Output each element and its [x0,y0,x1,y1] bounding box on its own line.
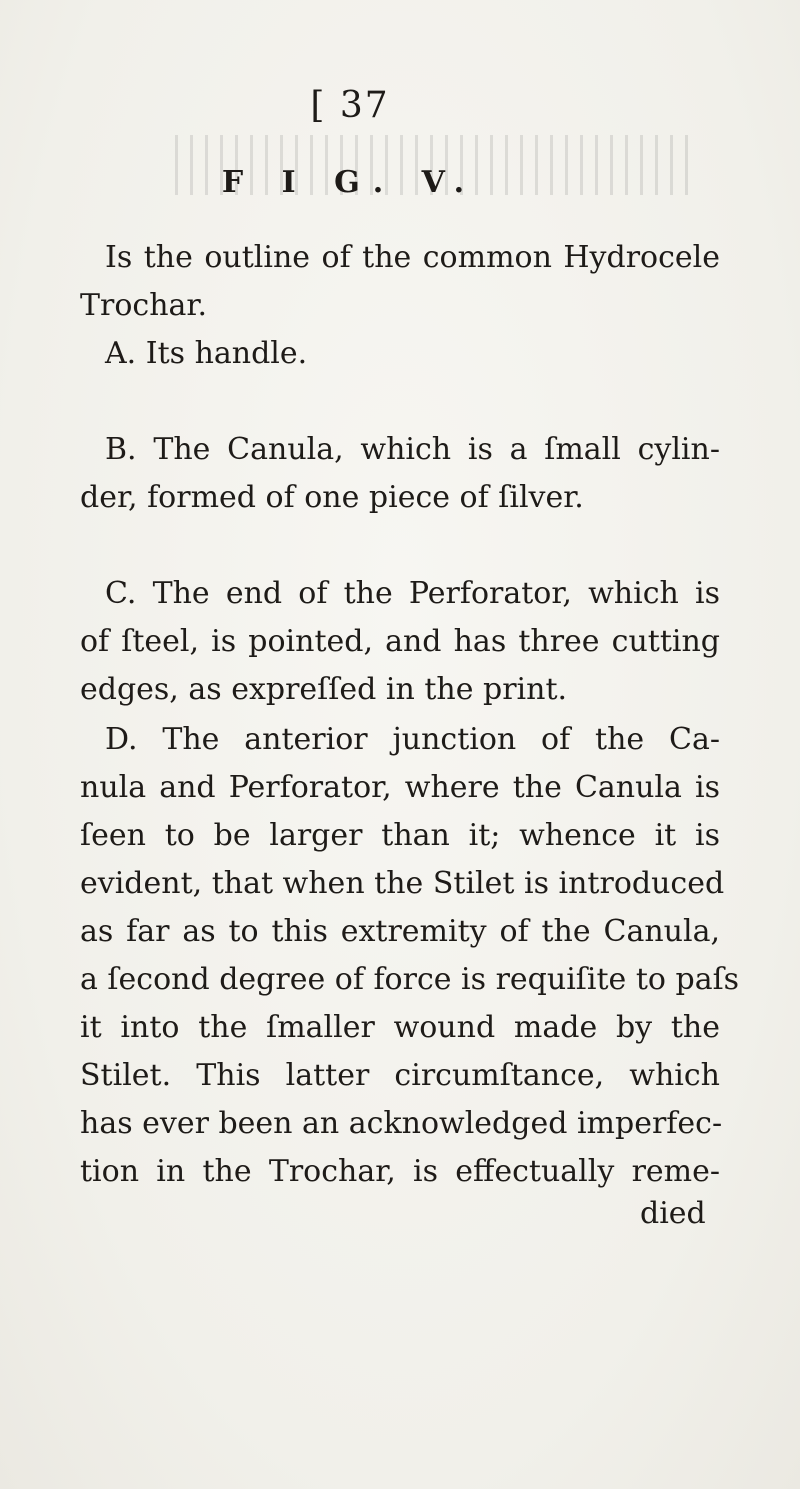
text-line: it into the ſmaller wound made by the [80,1010,720,1045]
intro-paragraph [80,234,720,330]
text-line: a ſecond degree of force is requiſite to paſs [80,962,740,997]
text-line: ſeen to be larger than it; whence it is [80,818,720,853]
item-b-paragraph [80,426,720,522]
text-line: B. The Canula, which is a ſmall cylin- [105,432,720,467]
item-c-paragraph [80,570,720,714]
item-d-paragraph [80,716,740,1196]
text-line: Is the outline of the common Hydrocele [105,240,720,275]
page-number: [ 37 [310,85,390,126]
text-line: C. The end of the Perforator, which is [105,576,720,611]
text-line: as far as to this extremity of the Canula, [80,914,720,949]
text-line: of ſteel, is pointed, and has three cutting [80,624,720,659]
item-a-paragraph [80,330,720,378]
catchword: died [640,1196,706,1231]
text-line: Stilet. This latter circumſtance, which [80,1058,720,1093]
text-line: evident, that when the Stilet is introduced [80,866,725,901]
text-line: nula and Perforator, where the Canula is [80,770,720,805]
text-line: D. The anterior junction of the Ca- [105,722,720,757]
text-line: has ever been an acknowledged imperfec- [80,1106,723,1141]
text-line: tion in the Trochar, is effectually reme- [80,1154,720,1189]
text-line: Trochar. [80,288,208,323]
text-line: edges, as expreſſed in the print. [80,672,568,707]
figure-title: F I G. V. [221,165,479,200]
text-line: der, formed of one piece of ſilver. [80,480,584,515]
text-line: A. Its handle. [105,336,308,371]
